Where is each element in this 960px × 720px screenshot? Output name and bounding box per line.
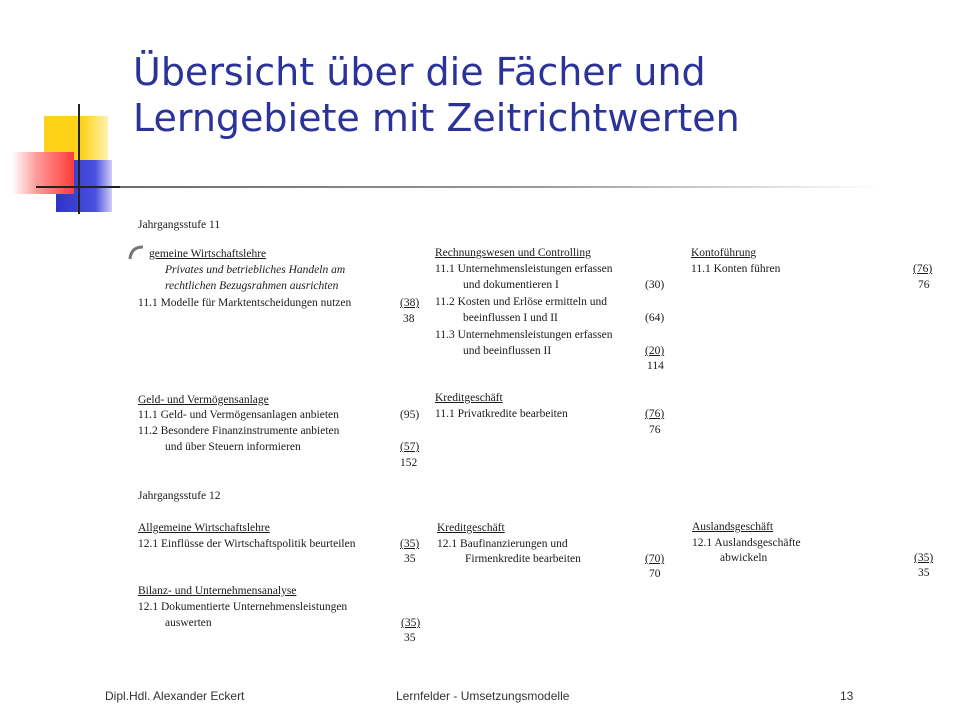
y11-geld-l2b: und über Steuern informieren [165,441,301,453]
y11-geld-h2-text: (57) [400,441,420,453]
y12-awl-title-text: Allgemeine Wirtschaftslehre [138,522,270,534]
y12-ausland-title-text: Auslandsgeschäft [692,521,774,533]
y11-konto-hours-text: (76) [913,263,933,275]
y11-awl-title [149,247,266,263]
y11-rewe-total: 114 [647,360,664,372]
y11-awl-sub1: Privates und betriebliches Handeln am [165,264,346,276]
year12-heading: Jahrgangsstufe 12 [138,490,221,502]
y12-kredit-title [437,521,505,537]
y12-bilanz-hours [401,616,420,632]
y11-konto-total: 76 [918,279,930,291]
y11-geld-total: 152 [400,457,418,469]
y11-awl-total: 38 [403,313,415,325]
y12-ausland-title [692,520,773,536]
slide-title-line1: Übersicht über die Fächer und [133,50,706,94]
y12-ausland-total: 35 [918,567,930,579]
footer-author: Dipl.Hdl. Alexander Eckert [105,689,245,703]
y11-rewe-title [435,246,591,262]
y11-rewe-h3 [645,344,664,360]
y12-ausland-l1: 12.1 Auslandsgeschäfte [692,537,801,549]
y12-kredit-title-text: Kreditgeschäft [437,522,505,534]
y12-ausland-l1b: abwickeln [720,552,768,564]
y12-kredit-total: 70 [649,568,661,580]
y11-awl-hours [400,296,419,312]
deco-horizontal-line [36,186,126,188]
y11-awl-title-text: gemeine Wirtschaftslehre [149,248,267,260]
y12-awl-hours [400,537,419,553]
y11-rewe-title-text: Rechnungswesen und Controlling [435,247,591,259]
y11-konto-hours [913,262,932,278]
y11-geld-title [138,393,269,409]
footer-page-number: 13 [840,689,854,703]
y11-rewe-l1b: und dokumentieren I [463,279,559,291]
y11-geld-title-text: Geld- und Vermögensanlage [138,394,269,406]
y11-awl-sub2: rechtlichen Bezugsrahmen ausrichten [165,280,339,292]
deco-vertical-line [78,104,80,214]
y11-rewe-l3: 11.3 Unternehmensleistungen erfassen [435,329,613,341]
y12-bilanz-l1b: auswerten [165,617,212,629]
year11-heading: Jahrgangsstufe 11 [138,219,221,231]
y11-awl-hours-text: (38) [400,297,420,309]
slide-title [133,50,933,141]
y11-kredit-hours-text: (76) [645,408,665,420]
y11-rewe-l3b: und beeinflussen II [463,345,552,357]
title-divider [120,186,880,188]
y11-konto-title [691,246,756,262]
y12-kredit-hours-text: (70) [645,553,665,565]
y11-geld-l1: 11.1 Geld- und Vermögensanlagen anbieten [138,409,339,421]
y11-rewe-h1: (30) [645,279,665,291]
y12-awl-hours-text: (35) [400,538,420,550]
y12-awl-title [138,521,270,537]
y12-kredit-l1b: Firmenkredite bearbeiten [465,553,581,565]
y11-awl-line1: 11.1 Modelle für Marktentscheidungen nutzen [138,297,352,309]
y11-kredit-hours [645,407,664,423]
y11-rewe-h2: (64) [645,312,665,324]
y11-geld-l2: 11.2 Besondere Finanzinstrumente anbieten [138,425,340,437]
y12-awl-total: 35 [404,553,416,565]
y11-kredit-title-text: Kreditgeschäft [435,392,503,404]
y11-geld-h2 [400,440,419,456]
y12-awl-l1: 12.1 Einflüsse der Wirtschaftspolitik beurteilen [138,538,356,550]
y12-ausland-hours [914,551,933,567]
y12-bilanz-title-text: Bilanz- und Unternehmensanalyse [138,585,297,597]
y11-rewe-l2b: beeinflussen I und II [463,312,558,324]
y12-kredit-hours [645,552,664,568]
slide-title-line2: Lerngebiete mit Zeitrichtwerten [133,95,740,140]
y11-konto-l1: 11.1 Konten führen [691,263,781,275]
y11-rewe-l1: 11.1 Unternehmensleistungen erfassen [435,263,613,275]
y12-ausland-hours-text: (35) [914,552,934,564]
y11-konto-title-text: Kontoführung [691,247,757,259]
y12-bilanz-title [138,584,296,600]
y11-kredit-l1: 11.1 Privatkredite bearbeiten [435,408,568,420]
y12-kredit-l1: 12.1 Baufinanzierungen und [437,538,568,550]
y11-geld-h1: (95) [400,409,420,421]
y11-rewe-h3-text: (20) [645,345,665,357]
y12-bilanz-hours-text: (35) [401,617,421,629]
footer-topic: Lernfelder - Umsetzungsmodelle [396,689,570,703]
y11-rewe-l2: 11.2 Kosten und Erlöse ermitteln und [435,296,608,308]
y11-kredit-total: 76 [649,424,661,436]
y12-bilanz-l1: 12.1 Dokumentierte Unternehmensleistungen [138,601,348,613]
scan-mark-icon [127,243,149,265]
y12-bilanz-total: 35 [404,632,416,644]
y11-kredit-title [435,391,503,407]
